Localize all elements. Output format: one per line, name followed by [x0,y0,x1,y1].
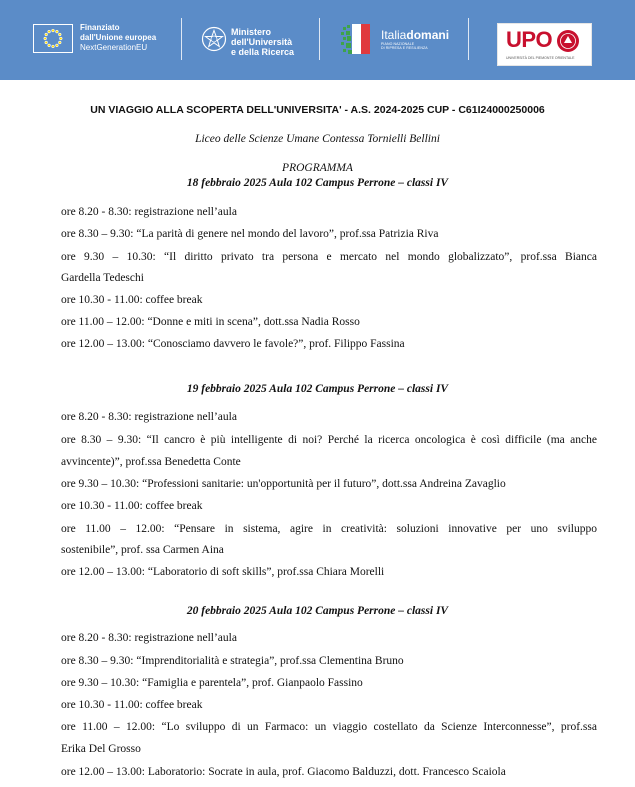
day-heading: 20 febbraio 2025 Aula 102 Campus Perrone – classi IV [186,605,449,617]
eu-funding-label [80,23,156,53]
schedule-item: ore 10.30 - 11.00: coffee break [61,500,203,512]
upo-letters: UPO [506,27,553,52]
schedule-item: ore 11.00 – 12.00: “Donne e miti in scena”, dott.ssa Nadia Rosso [61,316,360,328]
italian-flag-icon [339,22,379,56]
ministry-label [231,27,294,57]
programma-heading: PROGRAMMA [282,162,353,174]
italiadomani-sub-2: DI RIPRESA E RESILIENZA [381,46,428,50]
schedule-item: ore 8.20 - 8.30: registrazione nell’aula [61,632,237,644]
day-heading: 18 febbraio 2025 Aula 102 Campus Perrone – classi IV [186,177,449,189]
schedule-item-continued: Erika Del Grosso [61,743,141,755]
university-seal-icon [556,29,580,53]
schedule-item: ore 12.00 – 13.00: “Conosciamo davvero le favole?”, prof. Filippo Fassina [61,338,405,350]
upo-logo [497,23,592,66]
schedule-item: ore 11.00 – 12.00: “Lo sviluppo di un Farmaco: un viaggio costellato da Scienze Interconnesse”, prof.ssa [61,721,597,733]
schedule-item: ore 12.00 – 13.00: Laboratorio: Socrate in aula, prof. Giacomo Balduzzi, dott. Francesco Scaiola [61,766,506,778]
schedule-item: ore 11.00 – 12.00: “Pensare in sistema, agire in creatività: soluzioni innovative per uno sviluppo [61,523,597,535]
schedule-item-continued: sostenibile”, prof. ssa Carmen Aina [61,544,224,556]
italiadomani-sub-1: PIANO NAZIONALE [381,42,415,46]
italiadomani-logo [381,29,449,50]
schedule-item: ore 9.30 – 10.30: “Famiglia e parentela”, prof. Gianpaolo Fassino [61,677,363,689]
mur-line-1: Ministero [231,27,272,37]
italian-republic-emblem-icon [201,26,227,52]
schedule-item: ore 8.20 - 8.30: registrazione nell’aula [61,206,237,218]
eu-flag-icon [33,24,73,53]
schedule-item: ore 8.30 – 9.30: “La parità di genere nel mondo del lavoro”, prof.ssa Patrizia Riva [61,228,439,240]
schedule-item: ore 10.30 - 11.00: coffee break [61,294,203,306]
document-title: UN VIAGGIO ALLA SCOPERTA DELL'UNIVERSITA' - A.S. 2024-2025 CUP - C61I24000250006 [90,104,545,116]
eu-line-3: NextGenerationEU [80,43,148,52]
schedule-item: ore 12.00 – 13.00: “Laboratorio di soft skills”, prof.ssa Chiara Morelli [61,566,385,578]
schedule-item: ore 8.30 – 9.30: “Imprenditorialità e strategia”, prof.ssa Clementina Bruno [61,655,404,667]
mur-line-2: dell'Università [231,37,293,47]
header-divider [319,18,320,60]
eu-line-1: Finanziato [80,23,120,32]
schedule-item: ore 9.30 – 10.30: “Il diritto privato tra persona e mercato nel mondo globalizzato”, prof.ssa Bianca [61,251,597,263]
day-heading: 19 febbraio 2025 Aula 102 Campus Perrone – classi IV [186,383,449,395]
italiadomani-part-1: Italia [381,28,407,42]
schedule-item: ore 8.20 - 8.30: registrazione nell’aula [61,411,237,423]
schedule-item: ore 10.30 - 11.00: coffee break [61,699,203,711]
school-name: Liceo delle Scienze Umane Contessa Tornielli Bellini [195,133,440,145]
schedule-item-continued: avvincente)”, prof.ssa Benedetta Conte [61,456,241,468]
header-banner [0,0,635,80]
upo-caption: UNIVERSITÀ DEL PIEMONTE ORIENTALE [506,56,575,60]
schedule-item: ore 8.30 – 9.30: “Il cancro è più intelligente di noi? Perché la ricerca oncologica è così difficile (ma anche [61,434,597,446]
eu-line-2: dall'Unione europea [80,33,157,42]
schedule-item-continued: Gardella Tedeschi [61,272,144,284]
italiadomani-part-2: domani [406,28,450,42]
schedule-item: ore 9.30 – 10.30: “Professioni sanitarie: un'opportunità per il futuro”, dott.ssa Andreina Zavaglio [61,478,506,490]
header-divider [468,18,469,60]
mur-line-3: e della Ricerca [231,47,295,57]
header-divider [181,18,182,60]
